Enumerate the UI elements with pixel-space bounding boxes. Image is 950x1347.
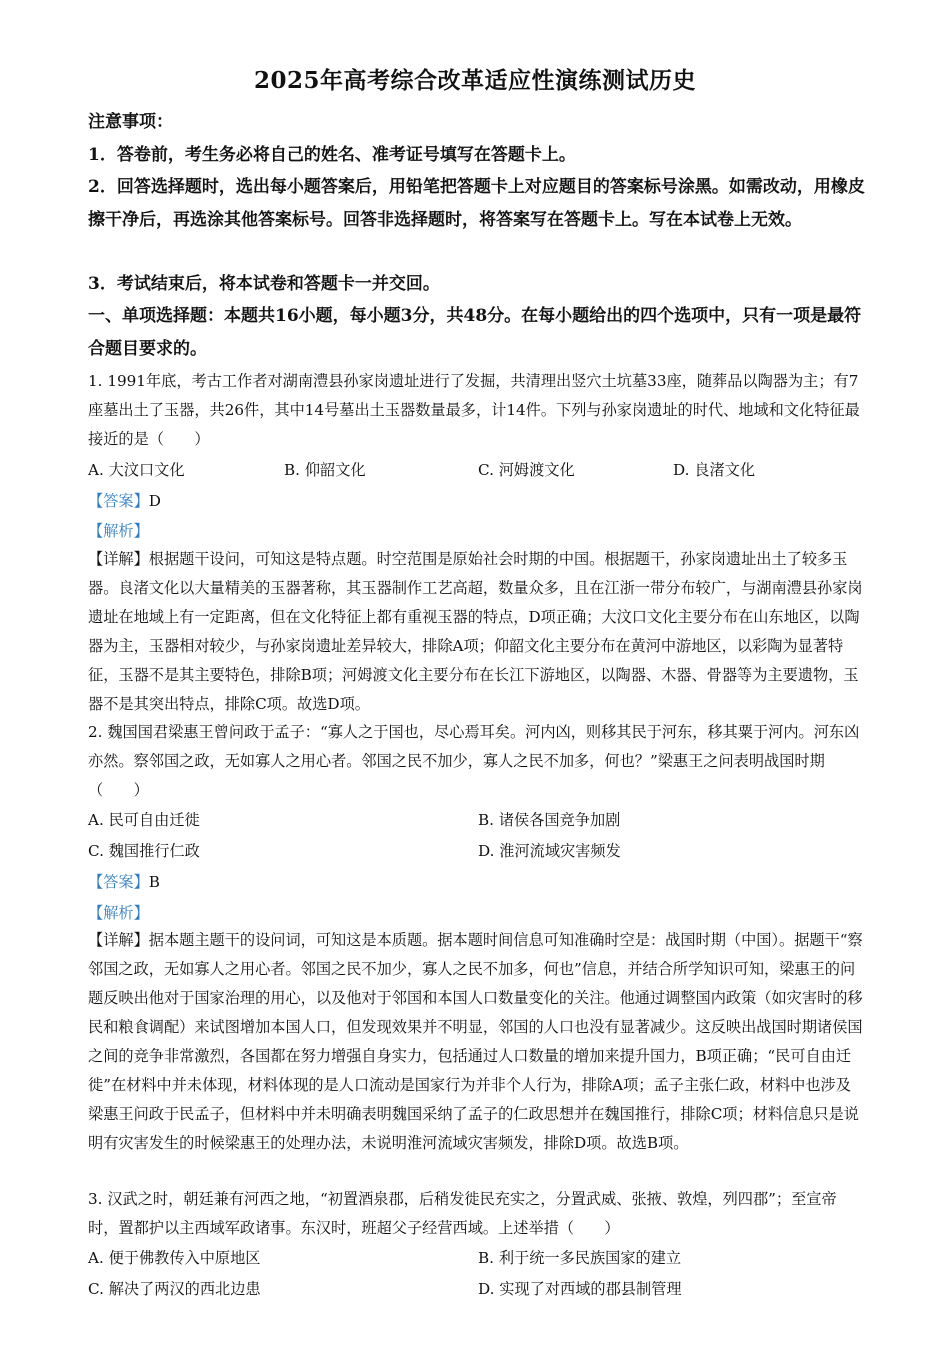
- notice-item-1: 1．答卷前，考生务必将自己的姓名、准考证号填写在答题卡上。: [88, 145, 576, 165]
- question-2-answer: [88, 871, 160, 892]
- detail-text: 根据题干设问，可知这是特点题。时空范围是原始社会时期的中国。根据题干，孙家岗遗址出土了较多玉器。良渚文化以大量精美的玉器著称，其玉器制作工艺高超，数量众多，且在江浙一带分布较广，与湖南澧县孙家岗遗址在地域上有一定距离，但在文化特征上都有重视玉器的特点，D项正确；大汶口文化主要分布在山东地区，以陶器为主，玉器相对较少，与孙家岗遗址差异较大，排除A项；仰韶文化主要分布在黄河中游地区，以彩陶为显著特征，玉器不是其主要特色，排除B项；河姆渡文化主要分布在长江下游地区，以陶器、木器、骨器等为主要遗物，玉器不是其突出特点，排除C项。故选D项。: [88, 550, 863, 713]
- notice-item-2: 2．回答选择题时，选出每小题答案后，用铅笔把答题卡上对应题目的答案标号涂黑。如需改动，用橡皮擦干净后，再选涂其他答案标号。回答非选择题时，将答案写在答题卡上。写在本试卷上无效。: [88, 177, 865, 230]
- answer-value: B: [148, 873, 160, 891]
- detail-label: 【详解】: [88, 931, 149, 949]
- answer-label: 【答案】: [88, 492, 149, 510]
- question-1-answer: [88, 490, 161, 511]
- question-1-detail: [88, 545, 864, 719]
- detail-text: 据本题主题干的设问词，可知这是本质题。据本题时间信息可知准确时空是：战国时期（中国）。据题干“察邻国之政，无如寡人之用心者。邻国之民不加少，寡人之民不加多，何也”信息，并结合所学知识可知，梁惠王的问题反映出他对于国家治理的用心，以及他对于邻国和本国人口数量变化的关注。他通过调整国内政策（如灾害时的移民和粮食调配）来试图增加本国人口，但发现效果并不明显，邻国的人口也没有显著减少。这反映出战国时期诸侯国之间的竞争非常激烈，各国都在努力增强自身实力，包括通过人口数量的增加来提升国力，B项正确；“民可自由迁徙”在材料中并未体现，材料体现的是人口流动是国家行为并非个人行为，排除A项；孟子主张仁政，材料中也涉及梁惠王问政于民孟子，但材料中并未明确表明魏国采纳了孟子的仁政思想并在魏国推行，排除C项；材料信息只是说明有灾害发生的时候梁惠王的处理办法，未说明淮河流域灾害频发，排除D项。故选B项。: [88, 931, 863, 1152]
- answer-label: 【答案】: [88, 873, 149, 891]
- question-2-detail: [88, 926, 864, 1158]
- question-2-option-a: A. 民可自由迁徙: [88, 811, 200, 829]
- question-1-stem: 1. 1991年底，考古工作者对湖南澧县孙家岗遗址进行了发掘，共清理出竖穴土坑墓33座，随葬品以陶器为主；有7座墓出土了玉器，共26件，其中14号墓出土玉器数量最多，计14件。下列与孙家岗遗址的时代、地域和文化特征最接近的是（ ）: [88, 372, 860, 448]
- notice-heading: 注意事项：: [88, 112, 173, 132]
- question-1-option-d: D. 良渚文化: [673, 461, 756, 479]
- question-3-option-b: B. 利于统一多民族国家的建立: [478, 1249, 682, 1267]
- question-2-analysis-label: 【解析】: [88, 904, 149, 922]
- question-3-stem: 3. 汉武之时，朝廷兼有河西之地，“初置酒泉郡，后稍发徙民充实之，分置武威、张掖、敦煌，列四郡”；至宣帝时，置都护以主西域军政诸事。东汉时，班超父子经营西域。上述举措（ ）: [88, 1190, 837, 1237]
- question-2-stem: 2. 魏国国君梁惠王曾问政于孟子：“寡人之于国也，尽心焉耳矣。河内凶，则移其民于河东，移其粟于河内。河东凶亦然。察邻国之政，无如寡人之用心者。邻国之民不加少，寡人之民不加多，何也？”梁惠王之问表明战国时期（ ）: [88, 723, 860, 799]
- question-1-option-a: A. 大汶口文化: [88, 461, 185, 479]
- question-3-option-c: C. 解决了两汉的西北边患: [88, 1280, 261, 1298]
- question-3-option-a: A. 便于佛教传入中原地区: [88, 1249, 261, 1267]
- notice-item-3: 3．考试结束后，将本试卷和答题卡一并交回。: [88, 274, 440, 294]
- question-2-option-d: D. 淮河流域灾害频发: [478, 842, 621, 860]
- question-1-analysis-label: 【解析】: [88, 522, 149, 540]
- section-heading: 一、单项选择题：本题共16小题，每小题3分，共48分。在每小题给出的四个选项中，只有一项是最符合题目要求的。: [88, 306, 862, 359]
- question-3-option-d: D. 实现了对西域的郡县制管理: [478, 1280, 682, 1298]
- question-1-option-b: B. 仰韶文化: [284, 461, 366, 479]
- question-1-option-c: C. 河姆渡文化: [478, 461, 575, 479]
- exam-title: 2025年高考综合改革适应性演练测试历史: [253, 67, 696, 94]
- question-2-option-b: B. 诸侯各国竞争加剧: [478, 811, 621, 829]
- question-2-option-c: C. 魏国推行仁政: [88, 842, 200, 860]
- answer-value: D: [148, 492, 161, 510]
- detail-label: 【详解】: [88, 550, 149, 568]
